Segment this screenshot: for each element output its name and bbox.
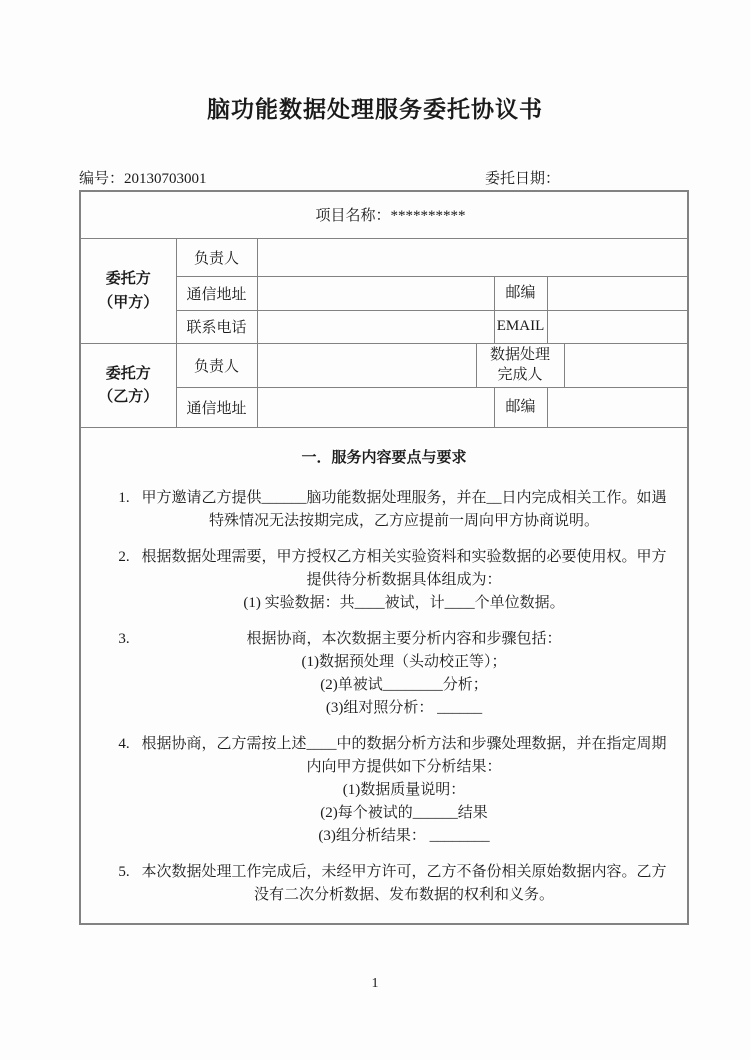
party-a-email-label: EMAIL bbox=[494, 310, 547, 343]
doc-number: 编号：20130703001 bbox=[79, 171, 207, 187]
party-b-completer-label bbox=[476, 343, 564, 387]
party-b-completer-line1: 数据处理 bbox=[489, 346, 550, 363]
party-a-phone-value-cell bbox=[257, 310, 494, 343]
agreement-form-table bbox=[79, 190, 689, 925]
party-b-postcode-label: 邮编 bbox=[494, 387, 547, 427]
item-2-number: 2. bbox=[118, 549, 130, 566]
party-b-completer-line2: 完成人 bbox=[497, 367, 543, 383]
party-a-postcode-label: 邮编 bbox=[494, 276, 547, 310]
party-a-role: （甲方） bbox=[98, 293, 159, 311]
item-3-text: 根据协商，本次数据主要分析内容和步骤包括： bbox=[246, 631, 562, 648]
party-b-name: 委托方 bbox=[105, 364, 151, 382]
party-b-completer-value-cell bbox=[564, 343, 688, 387]
item-1-text: 甲方邀请乙方提供______脑功能数据处理服务，并在__日内完成相关工作。如遇特殊情况无法按期完成，乙方应提前一周向甲方协商说明。 bbox=[141, 490, 667, 530]
item-2-sub-1: (1) 实验数据：共____被试，计____个单位数据。 bbox=[243, 595, 565, 612]
item-4-sub-1: (1)数据质量说明： bbox=[342, 782, 466, 799]
item-5-text: 本次数据处理工作完成后，未经甲方许可，乙方不备份相关原始数据内容。乙方没有二次分析数据、发布数据的权利和义务。 bbox=[141, 864, 667, 904]
item-4-sub-2: (2)每个被试的______结果 bbox=[320, 805, 488, 822]
party-a-email-value-cell bbox=[547, 310, 688, 343]
item-1-number: 1. bbox=[118, 490, 130, 507]
item-4-text: 根据协商，乙方需按上述____中的数据分析方法和步骤处理数据，并在指定周期内向甲方提供如下分析结果： bbox=[141, 736, 667, 776]
entrust-date-label: 委托日期： bbox=[485, 171, 561, 187]
item-2-text: 根据数据处理需要，甲方授权乙方相关实验资料和实验数据的必要使用权。甲方提供待分析数据具体组成为： bbox=[141, 549, 667, 589]
meta-row bbox=[79, 167, 687, 189]
party-b-leader-value-cell bbox=[257, 343, 476, 387]
party-b-leader-label: 负责人 bbox=[176, 343, 257, 387]
item-3-sub-3: (3)组对照分析： ______ bbox=[325, 700, 483, 717]
party-a-group-cell bbox=[80, 238, 176, 343]
party-b-address-label: 通信地址 bbox=[176, 387, 257, 427]
section-heading: 一．服务内容要点与要求 bbox=[301, 449, 467, 467]
page-number: 1 bbox=[371, 976, 379, 991]
party-b-address-value-cell bbox=[257, 387, 494, 427]
party-a-phone-label: 联系电话 bbox=[176, 310, 257, 343]
party-b-role: （乙方） bbox=[98, 388, 159, 405]
item-5-number: 5. bbox=[118, 864, 130, 881]
list-item-5 bbox=[111, 861, 671, 907]
item-3-sub-2: (2)单被试________分析； bbox=[320, 677, 488, 694]
item-4-number: 4. bbox=[118, 736, 130, 753]
item-4-sub-3: (3)组分析结果： ________ bbox=[318, 828, 490, 845]
list-item-3 bbox=[111, 628, 671, 720]
doc-title: 脑功能数据处理服务委托协议书 bbox=[207, 96, 543, 122]
party-a-leader-value-cell bbox=[257, 238, 688, 276]
item-3-sub-1: (1)数据预处理（头动校正等）； bbox=[301, 654, 507, 671]
party-b-group-cell bbox=[80, 343, 176, 427]
party-a-address-value-cell bbox=[257, 276, 494, 310]
project-name-cell: 项目名称：********** bbox=[80, 191, 688, 238]
party-a-address-label: 通信地址 bbox=[176, 276, 257, 310]
item-3-number: 3. bbox=[118, 631, 130, 648]
list-item-2 bbox=[111, 546, 671, 615]
party-a-leader-label: 负责人 bbox=[176, 238, 257, 276]
party-a-postcode-value-cell bbox=[547, 276, 688, 310]
party-a-name: 委托方 bbox=[105, 270, 151, 288]
service-content-cell bbox=[80, 427, 688, 924]
list-item-1 bbox=[111, 487, 671, 533]
list-item-4 bbox=[111, 733, 671, 848]
party-b-postcode-value-cell bbox=[547, 387, 688, 427]
